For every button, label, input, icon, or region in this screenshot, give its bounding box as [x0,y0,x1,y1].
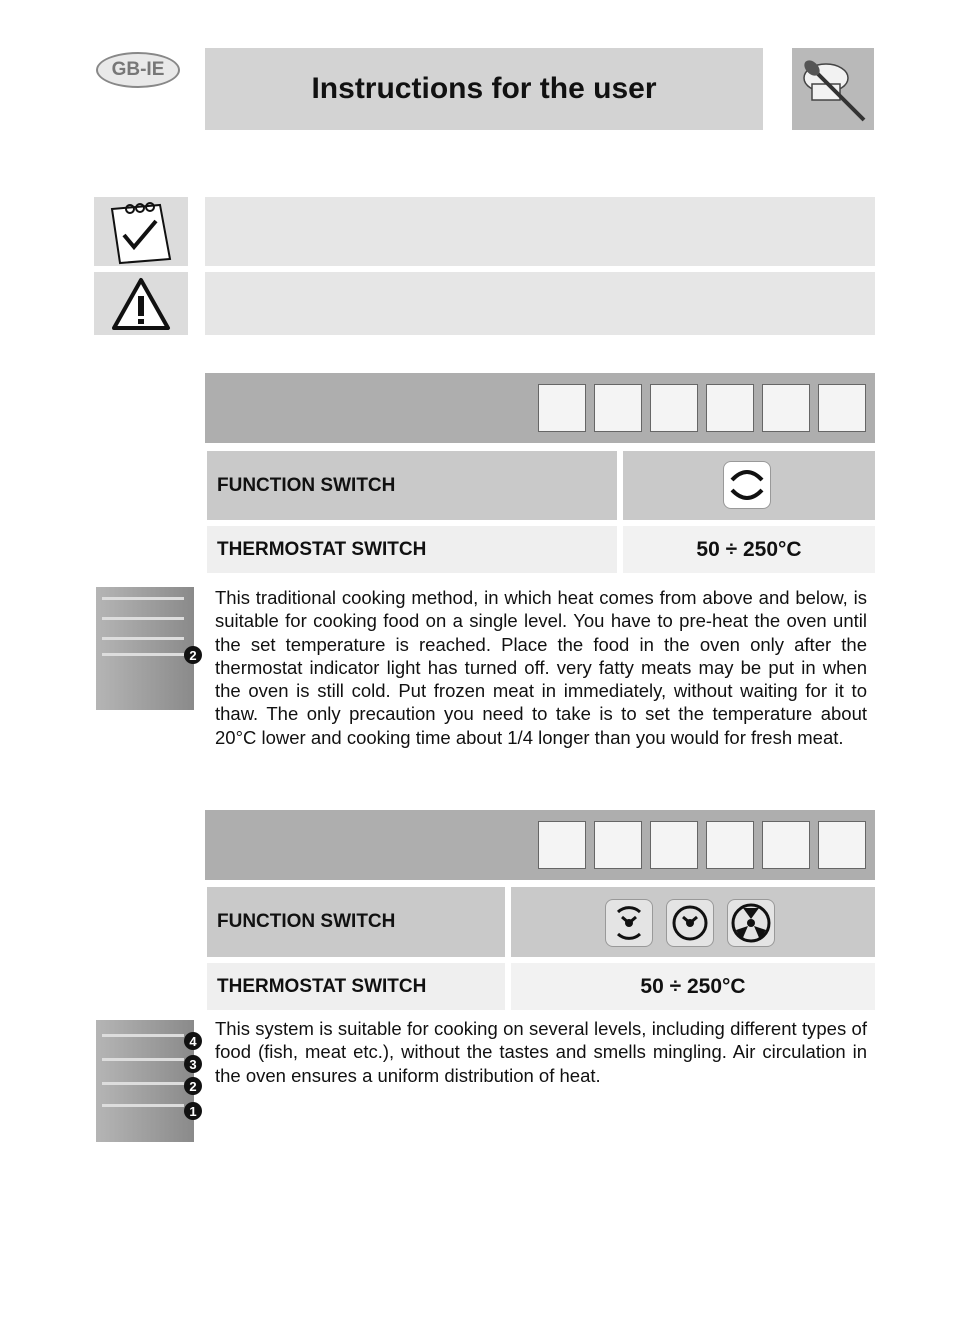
shelf-number: 2 [184,646,202,664]
page-title-box [205,48,763,130]
function-switch-label: FUNCTION SWITCH [207,887,505,957]
fish-icon [650,821,698,869]
function-switch-label: FUNCTION SWITCH [207,451,617,520]
fan-grill-icon [666,899,714,947]
oven-shelf-diagram [96,587,197,710]
turbo-fan-icon [727,899,775,947]
function-switch-value [511,887,875,957]
notepad-check-icon [94,197,188,266]
fish-icon [650,384,698,432]
function-switch-value [623,451,875,520]
vegetables-icon [818,384,866,432]
bread-icon [594,384,642,432]
vegetables-icon [818,821,866,869]
bread-icon [594,821,642,869]
cake-icon [762,821,810,869]
page-title: Instructions for the user [311,72,657,105]
poultry-icon [706,384,754,432]
note-bar [205,197,875,266]
thermostat-switch-value: 50 ÷ 250°C [511,963,875,1010]
warning-icon [94,272,188,335]
roast-meat-icon [538,384,586,432]
thermostat-switch-label: THERMOSTAT SWITCH [207,526,617,573]
shelf-number-2: 2 [184,1077,202,1095]
top-bottom-heat-icon [723,461,771,509]
poultry-icon [706,821,754,869]
roast-meat-icon [538,821,586,869]
thermostat-switch-label: THERMOSTAT SWITCH [207,963,505,1010]
chef-spoon-icon [792,48,874,130]
shelf-number-1: 1 [184,1102,202,1120]
section1-description: This traditional cooking method, in which heat comes from above and below, is suitable for cooking food on a single level. You have to pre-heat the oven until the set temperature is reached. Place the food in the oven only after the thermostat indicator light has turned off. very fatty meats may be put in when the oven is still cold. Put frozen meat in immediately, without waiting for it to thaw. The only precaution you need to take is to set the temperature about 20°C lower and cooking time about 1/4 longer than you would for fresh meat. [215,587,867,748]
language-badge: GB-IE [96,52,180,88]
section2-header [205,810,875,880]
thermostat-switch-value: 50 ÷ 250°C [623,526,875,573]
warning-bar [205,272,875,335]
shelf-number-4: 4 [184,1032,202,1050]
oven-multilevel-diagram [96,1020,197,1142]
shelf-number-3: 3 [184,1055,202,1073]
cake-icon [762,384,810,432]
section1-header [205,373,875,443]
fan-assisted-icon [605,899,653,947]
section2-description: This system is suitable for cooking on several levels, including different types of food (fish, meat etc.), without the tastes and smells mingling. Air circulation in the oven ensures a uniform distribution of heat. [215,1018,867,1086]
